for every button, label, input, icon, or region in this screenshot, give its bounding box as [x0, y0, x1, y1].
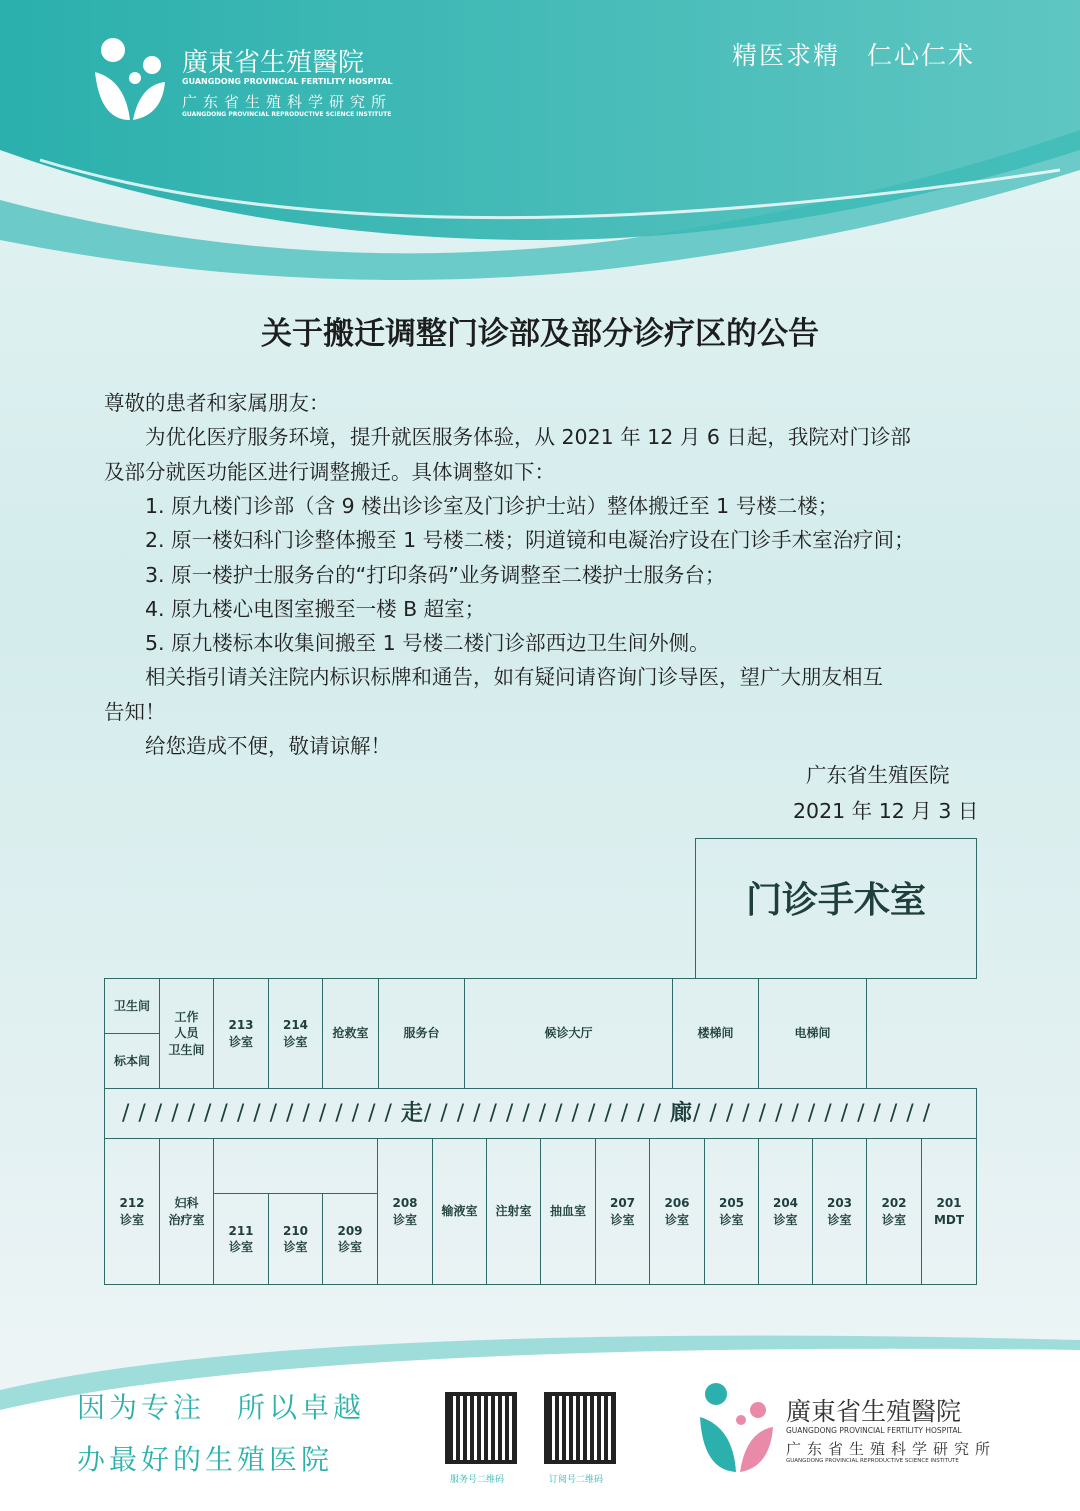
room: 妇科 治疗室	[159, 1138, 214, 1285]
logo-name-en: GUANGDONG PROVINCIAL FERTILITY HOSPITAL	[182, 77, 393, 86]
notice-line: 及部分就医功能区进行调整搬迁。具体调整如下：	[104, 459, 555, 484]
room: 212 诊室	[104, 1138, 160, 1285]
notice-title: 关于搬迁调整门诊部及部分诊疗区的公告	[261, 316, 819, 352]
notice-line: 给您造成不便，敬请谅解！	[104, 734, 391, 758]
service-qr-code[interactable]	[445, 1392, 517, 1464]
slogan-1: 因为专注 所以卓越	[77, 1391, 366, 1424]
room: 抽血室	[540, 1138, 596, 1285]
room: 标本间	[104, 1033, 160, 1089]
logo-name-cn: 廣東省生殖醫院	[182, 48, 365, 78]
room: 候诊大厅	[464, 978, 673, 1089]
room: 服务台	[378, 978, 465, 1089]
notice-line: 尊敬的患者和家属朋友：	[104, 391, 330, 415]
signature: 广东省生殖医院	[806, 763, 950, 787]
room: 202 诊室	[866, 1138, 922, 1285]
notice-line: 5. 原九楼标本收集间搬至 1 号楼二楼门诊部西边卫生间外侧。	[104, 631, 710, 656]
footer-institute-en: GUANGDONG PROVINCIAL REPRODUCTIVE SCIENCE INSTITUTE	[786, 1458, 959, 1464]
corridor-char: 廊	[670, 1101, 694, 1126]
corridor-label: / / / / / / / / / / / / / / / / / 走/ / / / / / / / / / / / / / / 廊/ / / / / / / / / / / / / / /	[122, 1101, 940, 1126]
notice-line: 告知！	[104, 699, 166, 724]
notice-line: 2. 原一楼妇科门诊整体搬至 1 号楼二楼；阴道镜和电凝治疗设在门诊手术室治疗间；	[104, 528, 915, 553]
room: 206 诊室	[649, 1138, 705, 1285]
motto: 精医求精 仁心仁术	[732, 41, 976, 70]
room: 203 诊室	[812, 1138, 867, 1285]
room: 213 诊室	[213, 978, 269, 1089]
room: 注射室	[486, 1138, 541, 1285]
room: 205 诊室	[704, 1138, 759, 1285]
subscription-qr-code[interactable]	[544, 1392, 616, 1464]
footer	[0, 1330, 1080, 1511]
room: 电梯间	[758, 978, 867, 1089]
room-surgery: 门诊手术室	[695, 838, 977, 979]
logo-institute-cn: 广东省生殖科学研究所	[182, 93, 393, 111]
room: 214 诊室	[268, 978, 323, 1089]
footer-logo-en: GUANGDONG PROVINCIAL FERTILITY HOSPITAL	[786, 1426, 962, 1435]
footer-logo-cn: 廣東省生殖醫院	[786, 1397, 962, 1426]
notice-date: 2021 年 12 月 3 日	[793, 799, 979, 823]
room: 207 诊室	[595, 1138, 650, 1285]
room: 抢救室	[322, 978, 379, 1089]
room: 工作 人员 卫生间	[159, 978, 214, 1089]
notice-line: 为优化医疗服务环境，提升就医服务体验，从 2021 年 12 月 6 日起，我院对门诊部	[104, 425, 911, 450]
notice-line: 1. 原九楼门诊部（含 9 楼出诊诊室及门诊护士站）整体搬迁至 1 号楼二楼；	[104, 493, 839, 518]
room: 输液室	[432, 1138, 487, 1285]
room: 204 诊室	[758, 1138, 813, 1285]
corridor-char: 走	[400, 1101, 424, 1126]
room: 209 诊室	[322, 1193, 378, 1285]
notice-line: 4. 原九楼心电图室搬至一楼 B 超室；	[104, 596, 486, 621]
notice-line: 相关指引请关注院内标识标牌和通告，如有疑问请咨询门诊导医，望广大朋友相互	[104, 665, 883, 690]
room: 208 诊室	[377, 1138, 433, 1285]
room: 楼梯间	[672, 978, 759, 1089]
logo-institute-en: GUANGDONG PROVINCIAL REPRODUCTIVE SCIENCE INSTITUTE	[182, 111, 392, 118]
room: 卫生间	[104, 978, 160, 1034]
room: 201 MDT	[921, 1138, 977, 1285]
qr2-label: 订阅号二维码	[549, 1475, 604, 1485]
notice-line: 3. 原一楼护士服务台的“打印条码”业务调整至二楼护士服务台；	[104, 562, 726, 587]
footer-institute-cn: 广东省生殖科学研究所	[786, 1440, 997, 1458]
qr1-label: 服务号二维码	[450, 1475, 505, 1485]
hospital-logo-icon	[698, 1382, 778, 1477]
room: 211 诊室	[213, 1193, 269, 1285]
room: 210 诊室	[268, 1193, 323, 1285]
slogan-2: 办最好的生殖医院	[77, 1443, 334, 1476]
open-area	[213, 1138, 378, 1194]
